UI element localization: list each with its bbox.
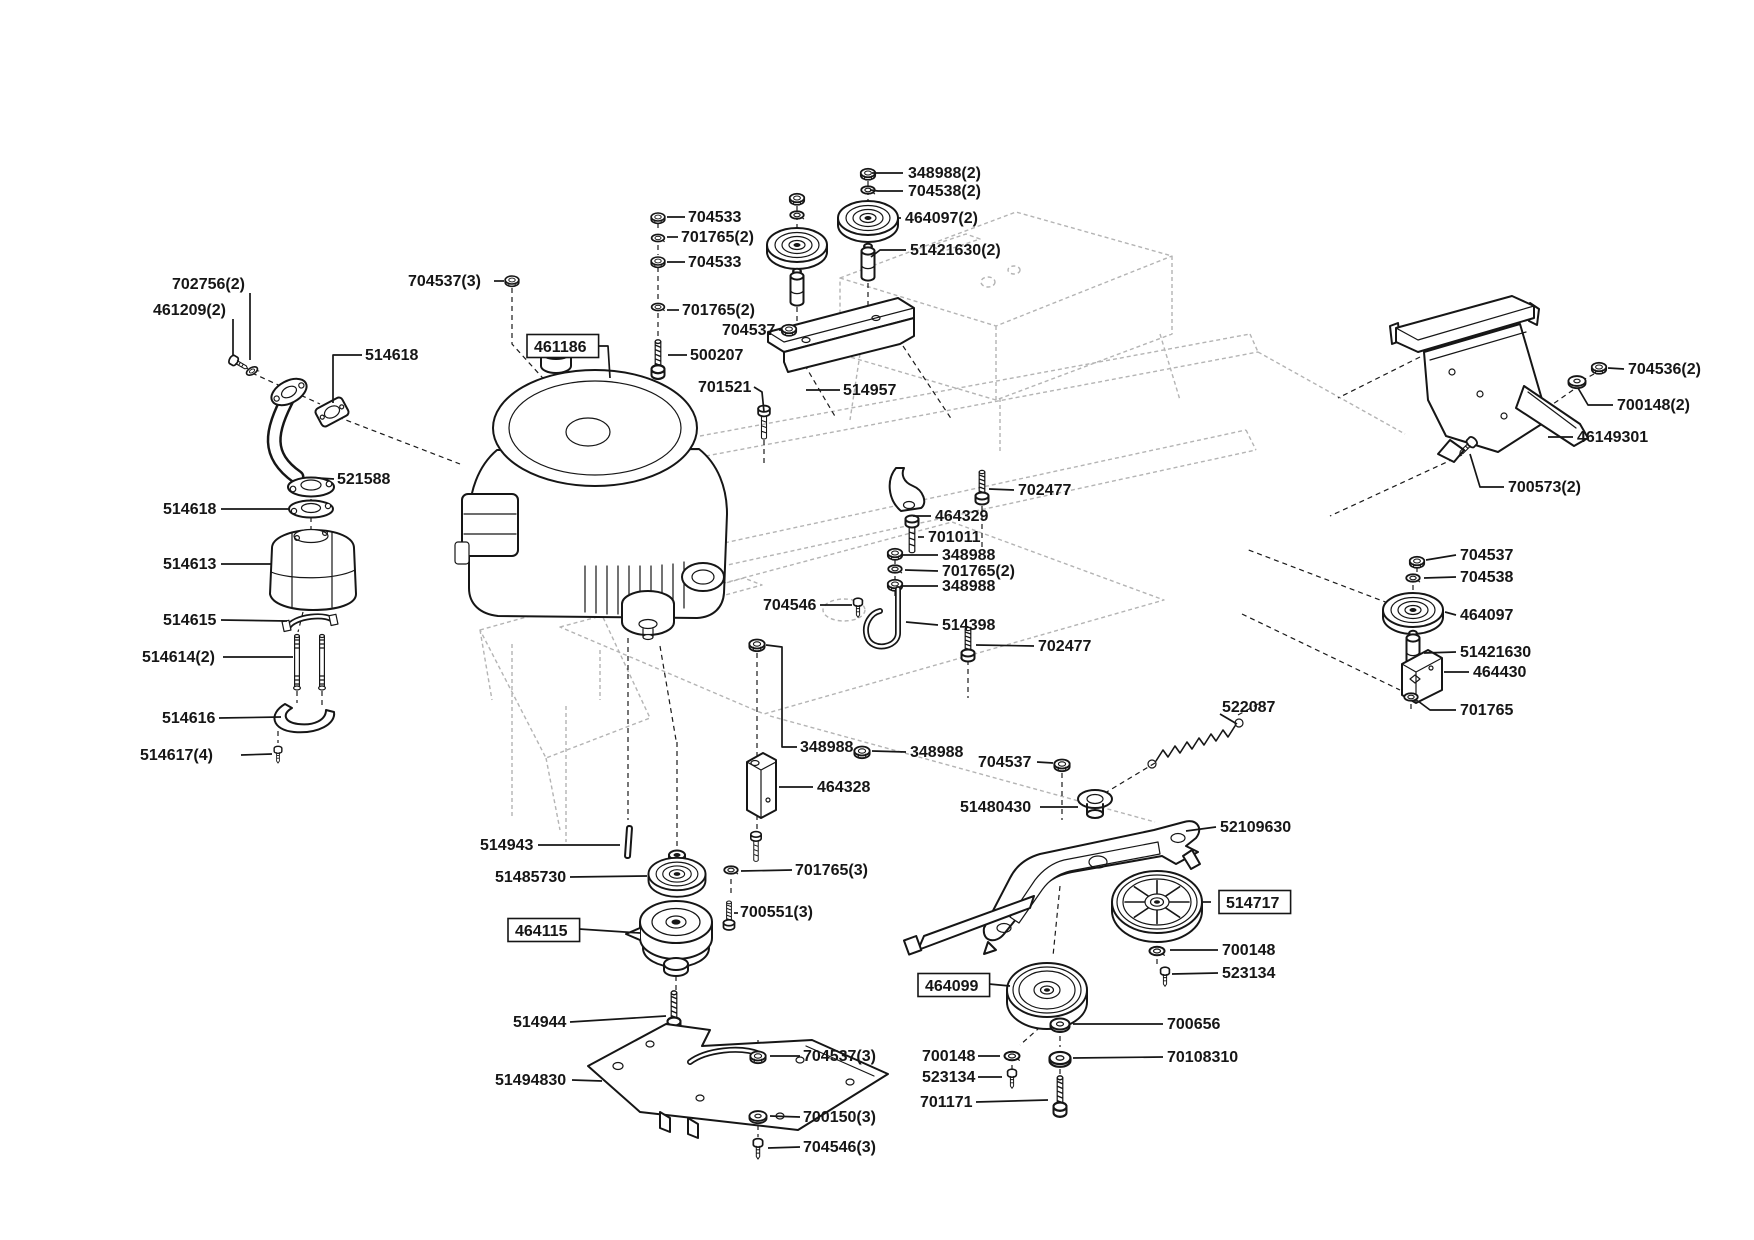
- part-number-label: 464329: [935, 508, 989, 525]
- part-number-label: 514618: [365, 347, 419, 364]
- washer-704538-left: [790, 211, 804, 219]
- nut-704537-bracket: [782, 325, 796, 336]
- callout-464115: [508, 919, 640, 942]
- upper-idler-group: [767, 169, 914, 372]
- washer-701765-r: [1404, 693, 1418, 701]
- screw-704546-plate: [753, 1139, 762, 1159]
- callout-523134: [922, 1069, 1002, 1086]
- nut-348988-f: [854, 747, 869, 759]
- leader-line: [1608, 368, 1624, 369]
- callout-514618: [333, 347, 418, 403]
- leader-line: [768, 1147, 800, 1148]
- bolt-500207: [652, 340, 665, 379]
- washer-70108310: [1050, 1052, 1071, 1067]
- callout-701765(2): [667, 302, 755, 319]
- leader-line: [1424, 652, 1456, 653]
- part-number-label: 522087: [1222, 699, 1276, 716]
- part-number-label: 701011: [928, 529, 981, 546]
- leader-line: [1445, 612, 1456, 615]
- callout-704533: [667, 254, 741, 271]
- callout-514717: [1203, 891, 1291, 914]
- callout-514957: [806, 382, 896, 399]
- screw-704546: [854, 598, 863, 617]
- leader-line: [1426, 555, 1456, 560]
- washer-704538-r: [1406, 574, 1420, 582]
- callout-700551(3): [734, 904, 813, 921]
- callout-704536(2): [1608, 361, 1701, 378]
- leader-line: [1418, 701, 1456, 710]
- callout-461209(2): [153, 302, 233, 355]
- part-number-label: 700148: [1222, 942, 1276, 959]
- part-number-label: 702477: [1038, 638, 1092, 655]
- nut-704537-top: [505, 276, 519, 286]
- guard-514616: [274, 704, 334, 732]
- part-number-label: 51421630: [1460, 644, 1532, 661]
- pulley-51485730: [649, 851, 706, 897]
- pto-shaft: [622, 591, 674, 640]
- part-number-label: 702756(2): [172, 276, 245, 293]
- callout-704538(2): [870, 183, 981, 200]
- part-number-label: 701171: [920, 1094, 973, 1111]
- callout-514617(4): [140, 747, 272, 764]
- stud-514614-a: [294, 635, 301, 691]
- part-number-label: 704537: [722, 322, 776, 339]
- leader-line: [872, 751, 906, 752]
- part-number-label: 464328: [817, 779, 871, 796]
- part-number-label: 704537(3): [408, 273, 481, 290]
- callout-348988: [872, 744, 963, 761]
- leader-line: [905, 570, 938, 571]
- key-514943: [625, 826, 632, 858]
- callout-348988: [903, 578, 995, 595]
- bracket-464328: [747, 753, 776, 818]
- washer-700148-bracket: [1568, 376, 1585, 388]
- bolt-701171: [1054, 1076, 1067, 1117]
- leader-line: [976, 645, 1034, 646]
- flange-bolt-702756: [228, 354, 250, 372]
- j-bolt-514398: [866, 589, 898, 646]
- leader-line: [766, 645, 797, 747]
- callout-348988: [766, 645, 853, 756]
- leader-line: [1470, 454, 1504, 487]
- part-number-label: 51485730: [495, 869, 567, 886]
- leader-line: [989, 489, 1014, 490]
- callout-514618: [163, 501, 289, 518]
- screw-523134-b: [1008, 1069, 1017, 1088]
- callout-704546(3): [768, 1139, 876, 1156]
- callout-514613: [163, 556, 271, 573]
- nut-704533-b: [651, 257, 665, 267]
- callout-348988: [903, 547, 995, 564]
- callout-52109630: [1186, 819, 1291, 836]
- spacer-51421630-right: [862, 244, 875, 281]
- part-number-label: 523134: [1222, 965, 1276, 982]
- callout-704533: [667, 209, 741, 226]
- part-number-label: 523134: [922, 1069, 976, 1086]
- leader-line: [1578, 388, 1613, 405]
- part-number-label: 70108310: [1167, 1049, 1239, 1066]
- nut-348988-right: [861, 169, 875, 180]
- washer-700148-b: [1005, 1052, 1020, 1060]
- grommet-51480430: [1078, 790, 1112, 818]
- part-number-label: 51421630(2): [910, 242, 1001, 259]
- screw-523134-arm: [1161, 967, 1170, 986]
- pulley-464099: [1007, 963, 1087, 1029]
- part-number-label: 46149301: [1577, 429, 1649, 446]
- part-number-label: 51480430: [960, 799, 1032, 816]
- callout-700148(2): [1578, 388, 1690, 414]
- leader-line: [770, 1116, 800, 1117]
- part-number-label: 700551(3): [740, 904, 813, 921]
- callout-514398: [906, 617, 995, 634]
- callout-701765: [1418, 701, 1513, 719]
- callout-700573(2): [1470, 454, 1581, 496]
- callout-500207: [668, 347, 743, 364]
- leader-line: [570, 876, 647, 877]
- leader-line: [741, 870, 792, 871]
- leader-line: [1172, 973, 1218, 974]
- part-number-label: 704546: [763, 597, 817, 614]
- part-number-label: 514613: [163, 556, 217, 573]
- callout-514615: [163, 612, 287, 629]
- part-number-label: 348988(2): [908, 165, 981, 182]
- callout-704537: [978, 754, 1053, 771]
- pulley-464097-right: [838, 201, 898, 242]
- center-hardware: [747, 468, 989, 861]
- part-number-label: 348988: [800, 739, 854, 756]
- leader-line: [1073, 1057, 1163, 1058]
- part-number-label: 51494830: [495, 1072, 567, 1089]
- gasket-514618-lower: [289, 501, 333, 518]
- part-number-label: 464099: [925, 978, 979, 995]
- part-number-label: 514398: [942, 617, 996, 634]
- callout-702477: [976, 638, 1091, 655]
- callout-701765(2): [667, 229, 754, 246]
- washer-700656: [1051, 1019, 1070, 1033]
- leader-line: [221, 620, 287, 621]
- washer-701765-d: [724, 866, 738, 874]
- leader-line: [318, 478, 334, 479]
- nut-348988-c: [888, 549, 902, 560]
- nut-704533-a: [651, 213, 665, 223]
- part-number-label: 514943: [480, 837, 534, 854]
- leader-line: [870, 190, 903, 191]
- part-number-label: 514616: [162, 710, 216, 727]
- callout-700656: [1073, 1016, 1220, 1033]
- washer-701765-c: [888, 565, 902, 573]
- pulley-514717: [1112, 871, 1202, 942]
- bolt-702477-a: [976, 470, 989, 504]
- part-number-label: 702477: [1018, 482, 1072, 499]
- callout-704537(3): [408, 273, 504, 290]
- callout-704537: [722, 322, 782, 339]
- callout-704538: [1424, 569, 1513, 586]
- part-number-label: 514944: [513, 1014, 567, 1031]
- part-number-label: 348988: [942, 547, 996, 564]
- spacer-51421630-left: [791, 269, 804, 306]
- right-idler-stack: [1383, 557, 1443, 703]
- callout-700148: [922, 1048, 1000, 1065]
- screw-700551: [723, 901, 734, 930]
- nut-704537-arm: [1054, 760, 1069, 772]
- part-number-label: 704538: [1460, 569, 1514, 586]
- callout-700148: [1170, 942, 1275, 959]
- bolt-mount: [751, 832, 761, 862]
- part-number-label: 701765(2): [682, 302, 755, 319]
- part-number-label: 464097: [1460, 607, 1514, 624]
- part-number-label: 701765: [1460, 702, 1514, 719]
- part-number-label: 700573(2): [1508, 479, 1581, 496]
- callout-464430: [1444, 664, 1526, 681]
- muffler-514613: [270, 530, 356, 611]
- washer-701765-a: [652, 234, 665, 241]
- part-number-label: 348988: [942, 578, 996, 595]
- part-number-label: 700148(2): [1617, 397, 1690, 414]
- nut-704537-plate: [750, 1052, 765, 1064]
- callout-701011: [918, 529, 981, 546]
- part-number-label: 464097(2): [905, 210, 978, 227]
- engine-461186: [455, 345, 727, 640]
- callout-514944: [513, 1014, 666, 1031]
- callout-514616: [162, 710, 281, 727]
- part-number-label: 704538(2): [908, 183, 981, 200]
- clamp-514615: [282, 614, 338, 631]
- airbox: [455, 494, 518, 564]
- part-number-label: 701765(2): [942, 563, 1015, 580]
- pulley-464097-left: [767, 228, 827, 269]
- callout-51480430: [960, 799, 1078, 816]
- nut-704536: [1592, 363, 1606, 374]
- part-number-label: 700150(3): [803, 1109, 876, 1126]
- callout-51421630(2): [871, 242, 1001, 259]
- washer-700150: [749, 1111, 766, 1123]
- callout-464328: [779, 779, 870, 796]
- leader-line: [906, 622, 938, 625]
- callout-464097: [1445, 607, 1513, 624]
- callout-70108310: [1073, 1049, 1238, 1066]
- callout-702477: [989, 482, 1071, 499]
- part-number-label: 514957: [843, 382, 897, 399]
- part-number-label: 464115: [515, 923, 568, 940]
- clutch-464115: [626, 901, 712, 976]
- leader-line: [1037, 762, 1053, 763]
- gasket-514618-upper: [314, 396, 350, 428]
- part-number-label: 704546(3): [803, 1139, 876, 1156]
- part-number-label: 52109630: [1220, 819, 1292, 836]
- stud-514614-b: [319, 635, 326, 691]
- callout-704537: [1426, 547, 1513, 564]
- part-number-label: 521588: [337, 471, 391, 488]
- spring-522087: [1148, 719, 1243, 768]
- leader-line: [1424, 577, 1456, 578]
- bracket-464329: [890, 468, 925, 511]
- part-number-label: 700656: [1167, 1016, 1221, 1033]
- pulley-464097-r: [1383, 593, 1443, 634]
- clutch-group: [625, 826, 738, 1032]
- part-number-label: 704537: [978, 754, 1032, 771]
- part-number-label: 500207: [690, 347, 744, 364]
- callout-523134: [1172, 965, 1275, 982]
- nut-348988-e: [749, 640, 764, 652]
- part-number-label: 514617(4): [140, 747, 213, 764]
- part-number-label: 514618: [163, 501, 217, 518]
- leader-line: [976, 1100, 1048, 1102]
- part-number-label: 704537(3): [803, 1048, 876, 1065]
- callout-701171: [920, 1094, 1048, 1111]
- leader-line: [219, 717, 281, 718]
- nut-704537-r: [1410, 557, 1424, 568]
- part-number-label: 461186: [534, 339, 587, 356]
- part-number-label: 700148: [922, 1048, 976, 1065]
- exhaust-muffler-group: [228, 354, 356, 763]
- bracket-46149301-group: [1390, 296, 1606, 462]
- leader-line: [333, 355, 362, 403]
- callout-701521: [698, 379, 764, 412]
- part-number-label: 704536(2): [1628, 361, 1701, 378]
- leader-line: [572, 1080, 602, 1081]
- part-number-label: 701765(3): [795, 862, 868, 879]
- part-number-label: 704533: [688, 209, 742, 226]
- callout-51485730: [495, 869, 647, 886]
- washer-701765-b: [652, 303, 665, 310]
- nut-348988-left: [790, 194, 804, 205]
- part-number-label: 514614(2): [142, 649, 215, 666]
- part-number-label: 464430: [1473, 664, 1527, 681]
- leader-line: [241, 754, 272, 755]
- part-number-label: 348988: [910, 744, 964, 761]
- callout-51494830: [495, 1072, 602, 1089]
- callout-522087: [1220, 699, 1275, 724]
- part-number-label: 514717: [1226, 895, 1280, 912]
- part-number-label: 514615: [163, 612, 217, 629]
- screw-514617: [274, 746, 282, 763]
- part-number-label: 461209(2): [153, 302, 226, 319]
- callout-701765(3): [741, 862, 868, 879]
- callout-514614(2): [142, 649, 293, 666]
- washer-700148-arm: [1150, 947, 1165, 955]
- part-number-label: 701521: [698, 379, 752, 396]
- leader-line: [570, 1016, 666, 1022]
- part-number-label: 701765(2): [681, 229, 754, 246]
- part-number-label: 704537: [1460, 547, 1514, 564]
- part-number-label: 704533: [688, 254, 742, 271]
- callout-464097(2): [897, 210, 978, 227]
- callout-348988(2): [872, 165, 981, 182]
- callout-464099: [918, 974, 1010, 997]
- callout-514943: [480, 837, 620, 854]
